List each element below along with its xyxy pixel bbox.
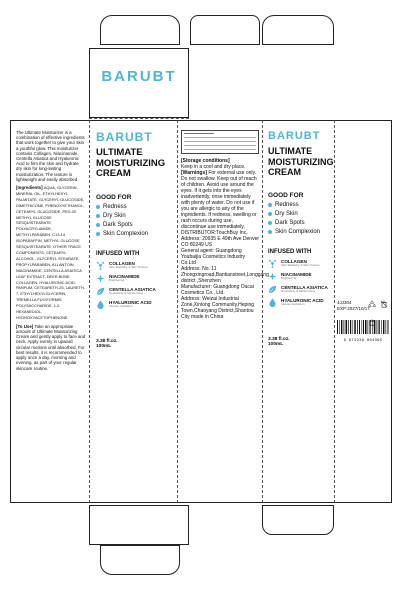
manufacturer-address: Address: Weizai Industrial Zone,Xinlong Community,Heping Town,Chaoyang District,Shantou City made in China xyxy=(181,296,255,320)
front-good-for-list xyxy=(96,203,174,239)
right-volume-oz: 3.38 fl.oz. xyxy=(268,336,290,342)
front-infused-list xyxy=(96,261,174,309)
list-item: Redness xyxy=(268,201,332,210)
right-infused-list xyxy=(268,259,332,307)
right-brand: BARUBT xyxy=(268,130,321,142)
barcode-icon xyxy=(337,320,389,334)
front-brand: BARUBT xyxy=(96,130,153,144)
bottom-flap xyxy=(89,505,189,545)
list-item: Dry Skin xyxy=(96,212,174,221)
fold-line-3 xyxy=(262,120,263,503)
expiry-date: EXP:2027/10/17 xyxy=(337,306,370,311)
front-volume-ml: 100mL xyxy=(96,344,112,349)
general-agent-address: Address: No. 11 Zhongxingroad,Bantianstreet,Longgang district ,Shenzhen xyxy=(181,266,269,284)
list-item: CENTELLA ASIATICA Nourishing & Moisturizing xyxy=(268,285,332,294)
barcode-digits: 6 971239 804395 xyxy=(343,339,383,343)
front-product-title: ULTIMATE MOISTURIZING CREAM xyxy=(96,147,166,179)
right-infused-heading: INFUSED WITH xyxy=(268,248,312,255)
front-infused-heading: INFUSED WITH xyxy=(96,250,140,257)
front-panel xyxy=(96,130,174,350)
list-item: Skin Complexion xyxy=(268,228,332,237)
bin-icon xyxy=(380,300,388,308)
water-drop-icon xyxy=(96,300,105,309)
right-good-for-list xyxy=(268,201,332,237)
list-item: HYALURONIC ACID Intense Hydration xyxy=(268,298,332,307)
storage-label: [Storage conditions] xyxy=(181,158,230,164)
molecule-icon xyxy=(96,261,105,270)
list-item: COLLAGEN Skin Elasticity & Skin Texture xyxy=(96,261,174,270)
sparkle-icon xyxy=(96,274,105,283)
bullet-icon xyxy=(268,230,272,234)
bullet-icon xyxy=(268,203,272,207)
recycle-icon xyxy=(368,300,376,308)
manufacturer: Manufacturer: Guangdong Oucai Cosmetics Co., Ltd. xyxy=(181,284,254,296)
front-good-for-heading: GOOD FOR xyxy=(96,193,132,201)
ingredients: AQUA, GLYCERIN, MINERAL OIL, ETHYLHEXYL PALMITATE, GLYCERYL GLUCOSIDE, DIMETHICONE, PHENOXYETHANOL, CETEARYL GLUCOSIDE, PEG-20 METHYL GLUCOSE SESQUISTEARATE, POLYACRYLAMIDE, METHYLPARABEN, C13-14 ISOPARAFFIN, METHYL GLUCOSE SESQUISTEARATE, OTHER TRACE COMPONENTS: CETEARYL ALCOHOL, GLYCERYL STEARATE, PROPYLPARABEN, ALLANTOIN, NIACINAMIDE, CENTELLA ASIATICA LEAF EXTRACT, DEER BONE COLLAGEN, HYALURONIC ACID, PANFUM, CETEARETH-25, LAURETH-7, ETHYLHEXYLGLYCERIN, TREMELLA FUCIFORMIS POLYSACCHARIDE, 1,2-HEXANEDIOL, HYDROXYACETOPHENONE xyxy=(16,185,86,320)
list-item: COLLAGEN Skin Elasticity & Skin Texture xyxy=(268,259,332,268)
general-agent: General agent: Guangdong Youbaijia Cosmetics Industry Co.Ltd xyxy=(181,248,246,266)
fold-line-1 xyxy=(89,120,90,503)
description: The Ultimate Moisturizer is a combination of effective ingredients that work together to give your skin a youthful glow. This moisturizer contains Collagen, Niacinamide, Centella Asiatica and Hyaluronic Acid to firm the skin and hydrate dry skin for long-lasting moisturization. The texture is lightweight and easily absorbed. xyxy=(16,130,85,182)
right-product-title: ULTIMATE MOISTURIZING CREAM xyxy=(268,146,334,177)
list-item: Dry Skin xyxy=(268,210,332,219)
fold-line-4 xyxy=(334,120,335,503)
list-item: Dark Spots xyxy=(268,219,332,228)
bullet-icon xyxy=(268,212,272,216)
right-good-for-heading: GOOD FOR xyxy=(268,191,304,199)
fold-line-2 xyxy=(177,120,178,503)
distributor: DISTRIBUTOR:TouchBuy Inc. xyxy=(181,230,248,236)
ingredients-label: [Ingredients] xyxy=(16,185,43,191)
distributor-address: Address: 20935 E 49th Ave Denver CO 80249 US xyxy=(181,236,260,248)
top-tuck-flap xyxy=(190,15,260,45)
leaf-icon xyxy=(96,287,105,296)
barcode xyxy=(337,320,389,343)
right-volume-ml: 100mL xyxy=(268,342,284,347)
sparkle-icon xyxy=(268,272,277,281)
leaf-icon xyxy=(268,285,277,294)
to-use-label: [To Use] xyxy=(16,323,34,329)
warnings-label: [Warnings] xyxy=(181,170,207,176)
molecule-icon xyxy=(268,259,277,268)
water-drop-icon xyxy=(268,298,277,307)
bullet-icon xyxy=(268,221,272,225)
supplement-facts-box xyxy=(181,130,259,154)
bottom-tuck-flap xyxy=(100,545,180,575)
top-flap xyxy=(100,15,180,45)
fold-line-top xyxy=(89,118,189,119)
front-volume-oz: 3.38 fl.oz. xyxy=(96,338,118,344)
side-panel-left xyxy=(16,130,86,371)
list-item: CENTELLA ASIATICA Nourishing & Moisturizing xyxy=(96,287,174,296)
list-item: NIACINAMIDE Brightening xyxy=(96,274,174,283)
list-item: HYALURONIC ACID Intense Hydration xyxy=(96,300,174,309)
front-panel-right xyxy=(268,130,332,348)
to-use: Take an appropriate amount of Ultimate Moisturizing Cream and gently apply to face and neck. Apply evenly in upward circular motions until absorbed. For best results, it is recommended to apply once a day, morning and evening, as part of your regular skincare routine. xyxy=(16,323,86,371)
back-panel xyxy=(181,130,269,320)
bullet-icon xyxy=(96,205,100,209)
lot-number: 4JJ304 xyxy=(337,300,352,305)
warnings: For external use only. Do not swallow. Keep out of reach of children. Avoid use around the eyes. If it gets into the eyes inadvertently, rinse immediately with plenty of water. Do not use if you are allergic to any of the ingredients. If redness, swelling or rash occurs during use, discontinue use immediately. xyxy=(181,170,257,230)
top-flap-brand: BARUBT xyxy=(101,68,177,85)
list-item: Redness xyxy=(96,203,174,212)
top-flap-right xyxy=(262,15,334,45)
list-item: Skin Complexion xyxy=(96,230,174,239)
bullet-icon xyxy=(96,214,100,218)
list-item: Dark Spots xyxy=(96,221,174,230)
storage: Keep in a cool and dry place. xyxy=(181,164,246,170)
list-item: NIACINAMIDE Brightening xyxy=(268,272,332,281)
bullet-icon xyxy=(96,223,100,227)
bottom-flap-right xyxy=(262,505,334,535)
bullet-icon xyxy=(96,232,100,236)
